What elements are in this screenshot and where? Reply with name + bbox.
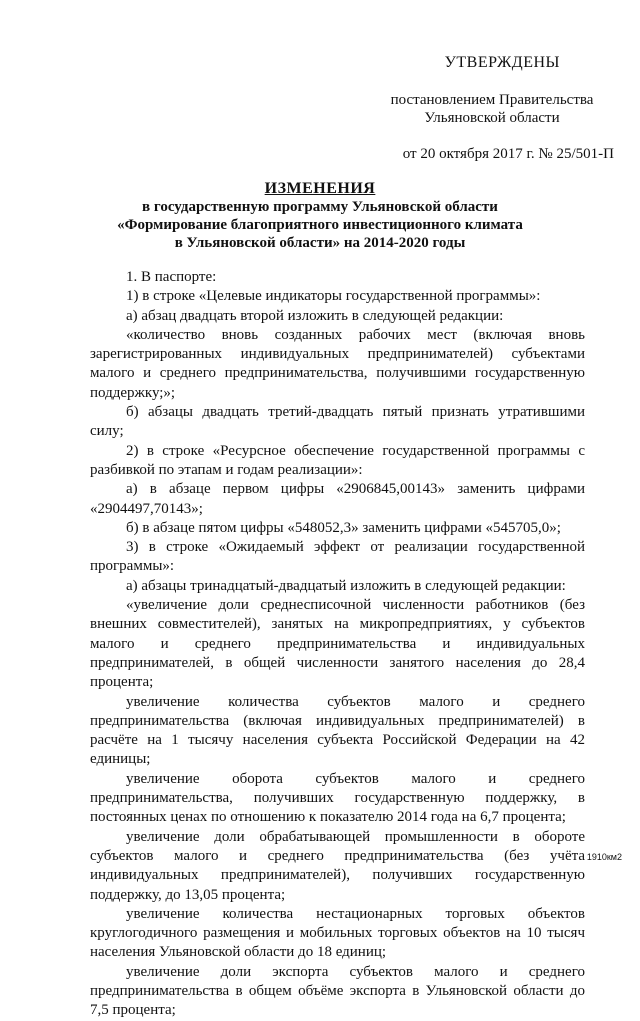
paragraph: увеличение доли экспорта субъектов малого и среднего предпринимательства в общем объёме экспорта в Ульяновской области до 7,5 процента; bbox=[90, 963, 585, 1019]
decree-date-number: от 20 октября 2017 г. № 25/501-П bbox=[402, 146, 614, 162]
paragraph: 1. В паспорте: bbox=[126, 269, 217, 285]
paragraph: увеличение количества нестационарных торговых объектов круглогодичного размещения и мобильных торговых объектов на 10 тысяч населения Ульяновской области до 18 единиц; bbox=[90, 905, 585, 961]
approved-heading: УТВЕРЖДЕНЫ bbox=[444, 54, 560, 71]
document-body bbox=[90, 268, 585, 1021]
decree-line-1: постановлением Правительства bbox=[390, 92, 594, 108]
title-line-2: «Формирование благоприятного инвестиционного климата bbox=[117, 217, 523, 233]
title-main: ИЗМЕНЕНИЯ bbox=[264, 180, 376, 197]
decree-reference bbox=[372, 91, 612, 127]
paragraph: 1) в строке «Целевые индикаторы государственной программы»: bbox=[126, 288, 541, 305]
paragraph: увеличение количества субъектов малого и среднего предпринимательства (включая индивидуальных предпринимателей) в расчёте на 1 тысячу населения субъекта Российской Федерации на 42 единицы; bbox=[90, 693, 585, 768]
paragraph: б) абзацы двадцать третий-двадцать пятый признать утратившими силу; bbox=[90, 404, 585, 440]
decree-line-2: Ульяновской области bbox=[424, 110, 560, 126]
paragraph: 3) в строке «Ожидаемый эффект от реализации государственной программы»: bbox=[90, 539, 585, 575]
title-line-1: в государственную программу Ульяновской области bbox=[142, 199, 498, 215]
paragraph: а) абзацы тринадцатый-двадцатый изложить в следующей редакции: bbox=[126, 577, 566, 594]
title-line-3: в Ульяновской области» на 2014-2020 годы bbox=[174, 235, 466, 251]
footer-code: 1910км2 bbox=[586, 852, 622, 862]
paragraph: а) абзац двадцать второй изложить в следующей редакции: bbox=[126, 307, 504, 324]
paragraph: «увеличение доли среднесписочной численности работников (без внешних совместителей), занятых на микропредприятиях, у субъектов малого и среднего предпринимательства и индивидуальных предпринимателей, в общей численности занятого населения до 28,4 процента; bbox=[90, 597, 585, 691]
paragraph: увеличение оборота субъектов малого и среднего предпринимательства, получивших государственную поддержку, в постоянных ценах по отношению к показателю 2014 года на 6,7 процента; bbox=[90, 770, 585, 826]
paragraph: а) в абзаце первом цифры «2906845,00143» заменить цифрами «2904497,70143»; bbox=[90, 481, 585, 517]
paragraph: увеличение доли обрабатывающей промышленности в обороте субъектов малого и среднего предпринимательства (без учёта индивидуальных предпринимателей), получивших государственную поддержку, до 13,05 процента; bbox=[90, 828, 585, 903]
paragraph: 2) в строке «Ресурсное обеспечение государственной программы с разбивкой по этапам и годам реализации»: bbox=[90, 442, 585, 478]
document-title bbox=[0, 180, 640, 252]
paragraph: б) в абзаце пятом цифры «548052,3» заменить цифрами «545705,0»; bbox=[126, 519, 561, 536]
paragraph: «количество вновь созданных рабочих мест (включая вновь зарегистрированных индивидуальных предпринимателей) субъектами малого и среднего предпринимательства, получившими государственную поддержку;»; bbox=[90, 326, 585, 401]
